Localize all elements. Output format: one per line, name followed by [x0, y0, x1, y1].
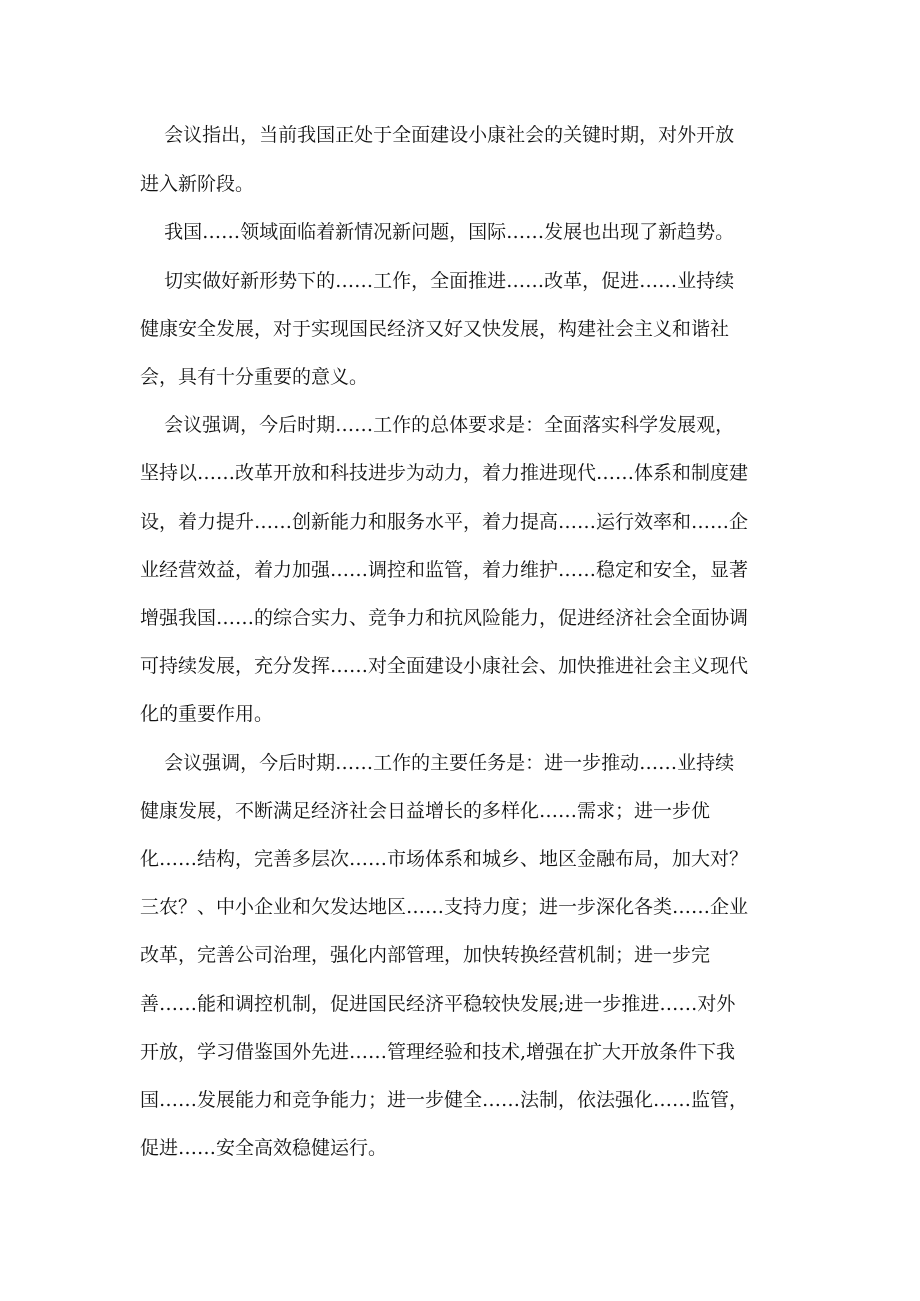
text-line: 设，着力提升……创新能力和服务水平，着力提高……运行效率和……企 — [140, 511, 749, 533]
text-line: 增强我国……的综合实力、竞争力和抗风险能力，促进经济社会全面协调 — [140, 607, 749, 629]
text-line: 改革，完善公司治理，强化内部管理，加快转换经营机制；进一步完 — [140, 944, 711, 966]
text-line: 会议指出，当前我国正处于全面建设小康社会的关键时期，对外开放 — [140, 124, 735, 146]
text-line: 促进……安全高效稳健运行。 — [140, 1137, 388, 1159]
text-line: 坚持以……改革开放和科技进步为动力，着力推进现代……体系和制度建 — [140, 462, 749, 484]
text-line: 善……能和调控机制，促进国民经济平稳较快发展;进一步推进……对外 — [140, 993, 736, 1015]
text-line: 化……结构，完善多层次……市场体系和城乡、地区金融布局，加大对？ — [140, 848, 749, 870]
text-line: 我国……领域面临着新情况新问题，国际……发展也出现了新趋势。 — [140, 221, 735, 243]
text-line: 国……发展能力和竞争能力；进一步健全……法制，依法强化……监管， — [140, 1089, 749, 1111]
text-line: 业经营效益，着力加强……调控和监管，着力维护……稳定和安全，显著 — [140, 559, 749, 581]
text-line: 会议强调，今后时期……工作的总体要求是：全面落实科学发展观， — [140, 414, 735, 436]
text-line: 化的重要作用。 — [140, 703, 274, 725]
text-line: 可持续发展，充分发挥……对全面建设小康社会、加快推进社会主义现代 — [140, 655, 749, 677]
text-line: 三农？、中小企业和欠发达地区……支持力度；进一步深化各类……企业 — [140, 896, 749, 918]
text-line: 健康发展，不断满足经济社会日益增长的多样化……需求；进一步优 — [140, 800, 711, 822]
text-line: 进入新阶段。 — [140, 173, 255, 195]
text-line: 会议强调，今后时期……工作的主要任务是：进一步推动……业持续 — [140, 752, 735, 774]
text-line: 会，具有十分重要的意义。 — [140, 366, 369, 388]
text-line: 开放，学习借鉴国外先进……管理经验和技术,增强在扩大开放条件下我 — [140, 1041, 736, 1063]
text-line: 健康安全发展，对于实现国民经济又好又快发展，构建社会主义和谐社 — [140, 318, 730, 340]
text-line: 切实做好新形势下的……工作，全面推进……改革，促进……业持续 — [140, 270, 735, 292]
